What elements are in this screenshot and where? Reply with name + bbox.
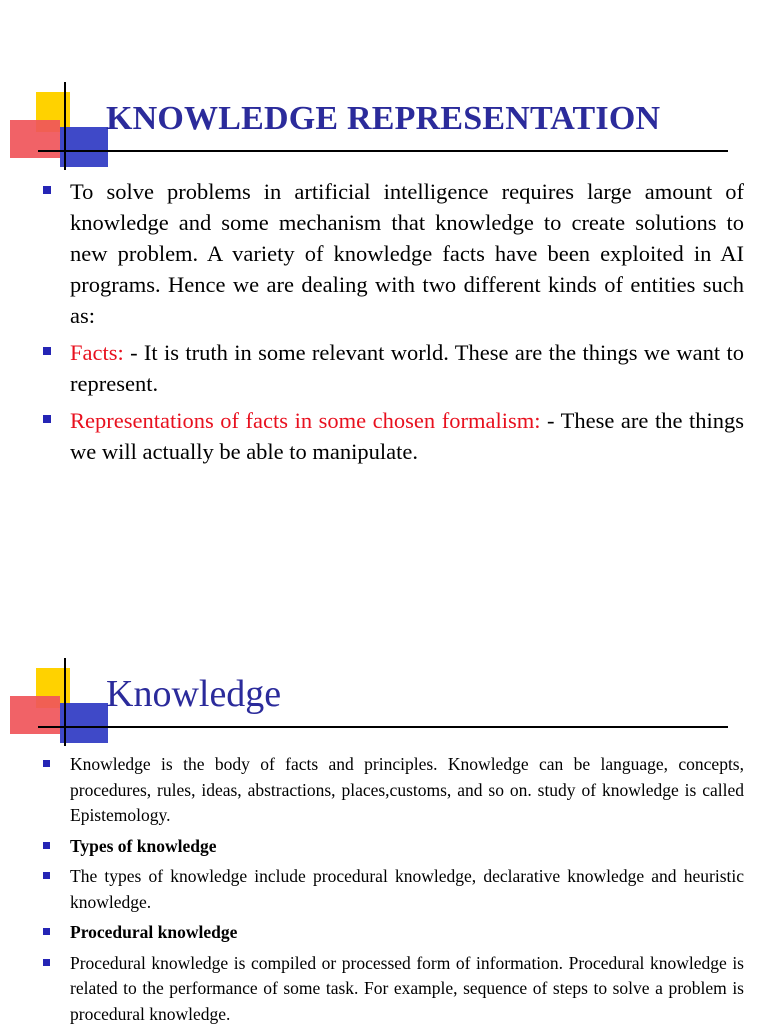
bullet-text: To solve problems in artificial intelligence requires large amount of knowledge and some mechanism that knowledge to create solutions to new problem. A variety of knowledge facts have been exploited in AI programs. Hence we are dealing with two different kinds of entities such as: — [70, 179, 744, 328]
bullet-square-icon — [43, 186, 51, 194]
bullet-square-icon — [43, 959, 50, 966]
bullet-square-icon — [43, 415, 51, 423]
list-item — [70, 920, 744, 946]
list-item — [70, 864, 744, 915]
section-heading: Types of knowledge — [70, 835, 217, 856]
term-facts: Facts: — [70, 340, 124, 365]
bullet-list — [70, 752, 744, 1032]
corner-logo-icon — [0, 0, 120, 175]
list-item — [70, 405, 744, 467]
list-item — [70, 752, 744, 829]
bullet-text: The types of knowledge include procedural knowledge, declarative knowledge and heuristic knowledge. — [70, 866, 744, 912]
bullet-text: - These are the things we will actually be able to manipulate. — [70, 408, 744, 464]
bullet-text: - It is truth in some relevant world. These are the things we want to represent. — [70, 340, 744, 396]
bullet-square-icon — [43, 842, 50, 849]
bullet-square-icon — [43, 928, 50, 935]
list-item — [70, 337, 744, 399]
list-item — [70, 951, 744, 1028]
slide-title: Knowledge — [106, 673, 282, 715]
bullet-square-icon — [43, 760, 50, 767]
term-representations: Representations of facts in some chosen formalism: — [70, 408, 541, 433]
corner-logo-icon — [0, 580, 120, 755]
bullet-square-icon — [43, 347, 51, 355]
bullet-text: Knowledge is the body of facts and principles. Knowledge can be language, concepts, procedures, rules, ideas, abstractions, places,customs, and so on. study of knowledge is called Epistemology. — [70, 754, 744, 825]
bullet-square-icon — [43, 872, 50, 879]
list-item — [70, 176, 744, 331]
list-item — [70, 834, 744, 860]
bullet-text: Procedural knowledge is compiled or processed form of information. Procedural knowledge is related to the performance of some task. For example, sequence of steps to solve a problem is procedural knowledge. — [70, 952, 744, 1024]
bullet-list — [70, 176, 744, 473]
section-heading: Procedural knowledge — [70, 922, 238, 942]
slide-title: KNOWLEDGE REPRESENTATION — [106, 100, 661, 137]
slide-knowledge — [0, 580, 768, 1024]
